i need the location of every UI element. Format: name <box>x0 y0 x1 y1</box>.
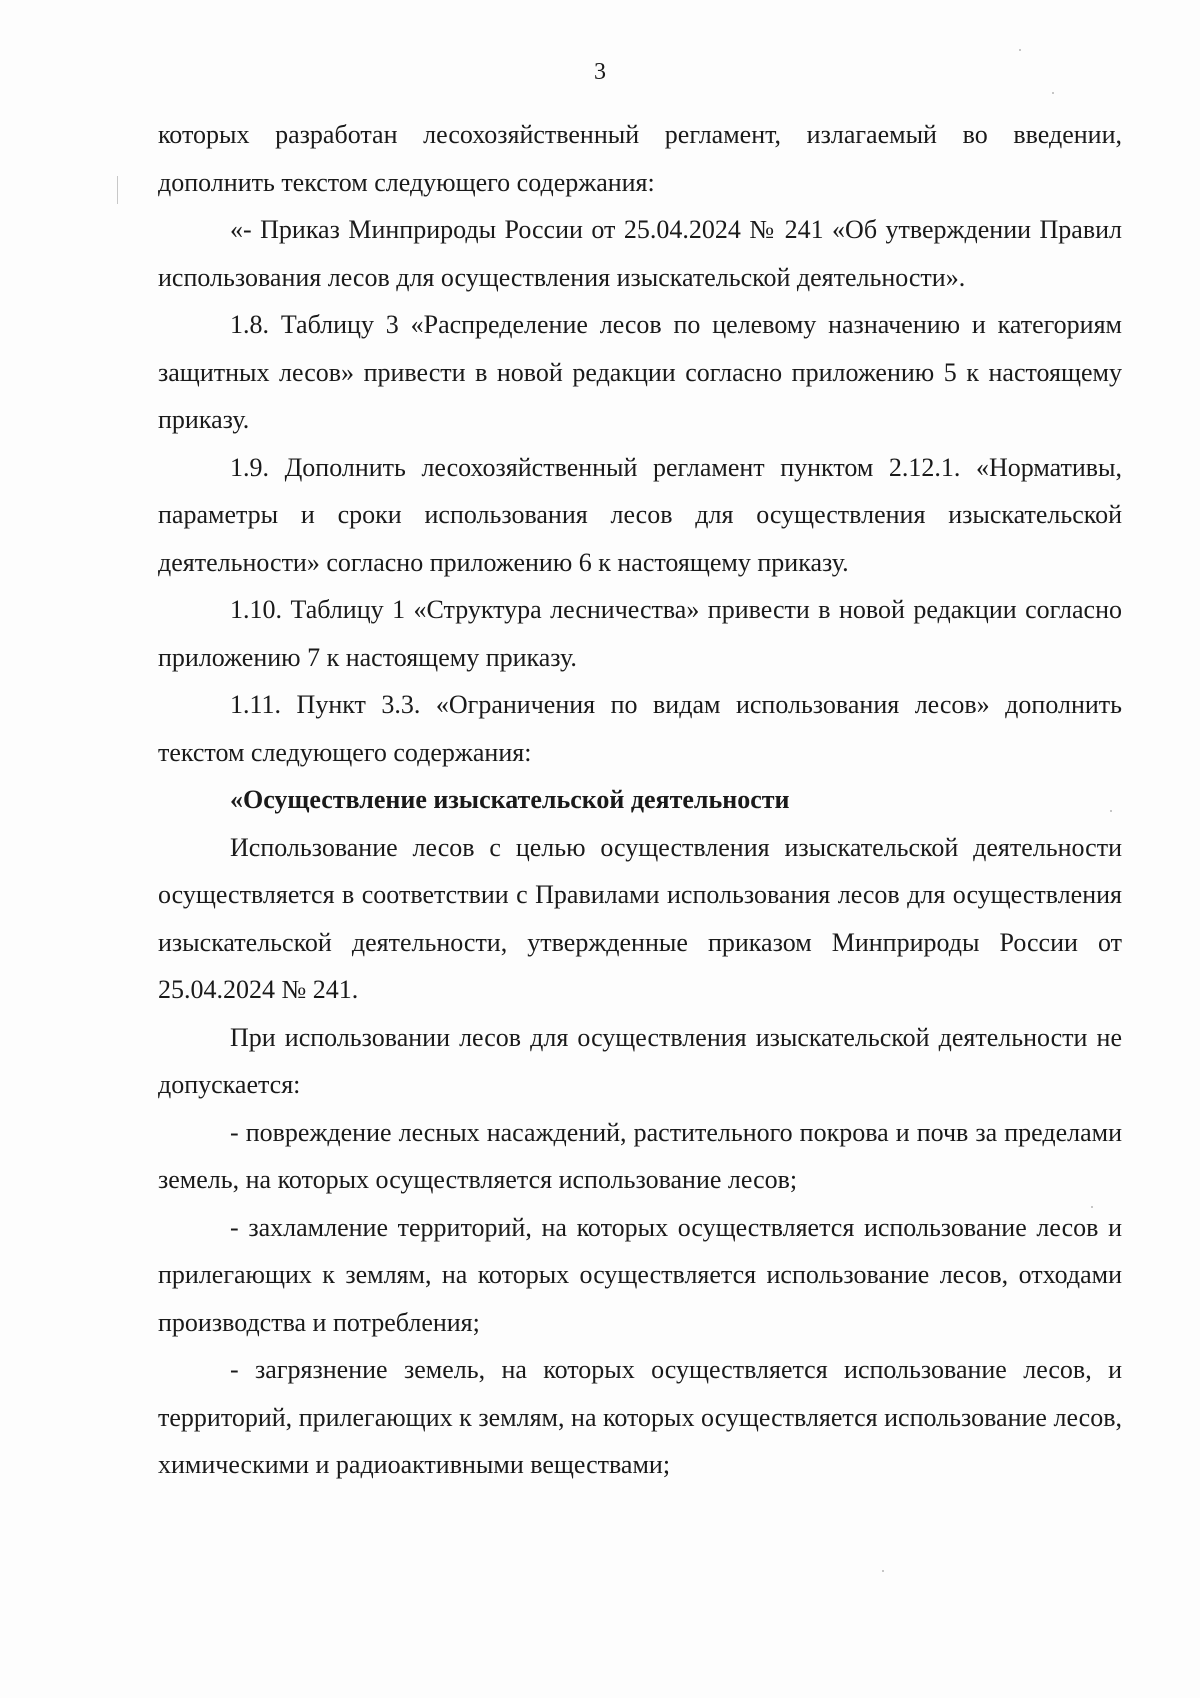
paragraph-continuation: которых разработан лесохозяйственный регламент, излагаемый во введении, дополнить текстом следующего содержания: <box>158 120 1122 197</box>
paragraph-item-1-10: 1.10. Таблицу 1 «Структура лесничества» привести в новой редакции согласно приложению 7 к настоящему приказу. <box>158 595 1122 672</box>
paragraph-item-1-9: 1.9. Дополнить лесохозяйственный регламент пунктом 2.12.1. «Нормативы, параметры и сроки использования лесов для осуществления изыскательской деятельности» согласно приложению 6 к настоящему приказу. <box>158 452 1122 577</box>
paragraph-item-1-8: 1.8. Таблицу 3 «Распределение лесов по целевому назначению и категориям защитных лесов» привести в новой редакции согласно приложению 5 к настоящему приказу. <box>158 310 1122 434</box>
scan-speck <box>1019 49 1021 51</box>
margin-mark <box>117 176 118 204</box>
scan-speck <box>1052 92 1054 94</box>
paragraph-forest-use: Использование лесов с целью осуществления изыскательской деятельности осуществляется в соответствии с Правилами использования лесов для осуществления изыскательской деятельности, утвержденные приказом Минприроды России от 25.04.2024 № 241. <box>158 832 1122 1004</box>
paragraph-item-1-11: 1.11. Пункт 3.3. «Ограничения по видам использования лесов» дополнить текстом следующего содержания: <box>158 690 1122 767</box>
page-number: 3 <box>594 59 606 85</box>
section-heading: «Осуществление изыскательской деятельности <box>230 785 790 814</box>
scan-speck <box>882 1570 884 1572</box>
list-item-damage: - повреждение лесных насаждений, растительного покрова и почв за пределами земель, на которых осуществляется использование лесов; <box>158 1117 1122 1194</box>
list-item-pollution: - загрязнение земель, на которых осуществляется использование лесов, и территорий, прилегающих к землям, на которых осуществляется использование лесов, химическими и радиоактивными веществами; <box>158 1355 1122 1479</box>
paragraph-order-reference: «- Приказ Минприроды России от 25.04.2024 № 241 «Об утверждении Правил использования лесов для осуществления изыскательской деятельности». <box>158 215 1122 292</box>
list-item-littering: - захламление территорий, на которых осуществляется использование лесов и прилегающих к землям, на которых осуществляется использование лесов, отходами производства и потребления; <box>158 1212 1122 1337</box>
paragraph-prohibitions-intro: При использовании лесов для осуществления изыскательской деятельности не допускается: <box>158 1022 1122 1099</box>
document-body <box>158 111 1122 1489</box>
